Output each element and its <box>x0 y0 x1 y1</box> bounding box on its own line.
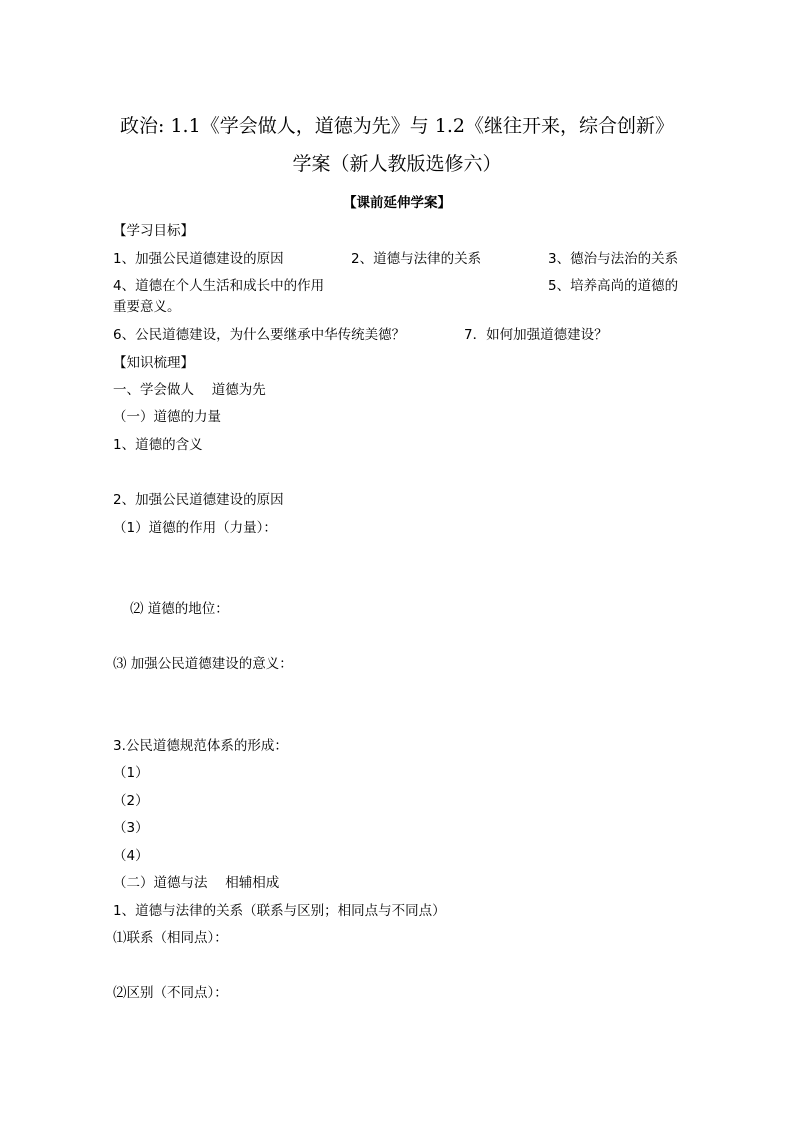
knowledge-line: 一、学会做人 道德为先 <box>113 382 266 398</box>
objective-item: 1、加强公民道德建设的原因 <box>113 251 284 267</box>
knowledge-line: （二）道德与法 相辅相成 <box>113 875 280 891</box>
knowledge-line: 3.公民道德规范体系的形成： <box>113 738 288 754</box>
document-title-line2: 学案（新人教版选修六） <box>292 153 502 175</box>
objective-item: 重要意义。 <box>113 299 181 315</box>
knowledge-line: ⑴联系（相同点）： <box>113 930 228 946</box>
objective-item: 7．如何加强道德建设？ <box>464 327 608 343</box>
objective-item: 5、培养高尚的道德的 <box>548 278 679 294</box>
section-subtitle: 【课前延伸学案】 <box>343 195 451 211</box>
knowledge-line: ⑶ 加强公民道德建设的意义： <box>113 656 293 672</box>
knowledge-line: 1、道德的含义 <box>113 437 203 453</box>
objective-item: 6、公民道德建设，为什么要继承中华传统美德？ <box>113 327 406 343</box>
knowledge-line: ⑵ 道德的地位： <box>130 601 229 617</box>
knowledge-line: （一）道德的力量 <box>113 409 221 425</box>
knowledge-line: 2、加强公民道德建设的原因 <box>113 492 284 508</box>
objectives-heading: 【学习目标】 <box>113 223 194 239</box>
knowledge-line: ⑵区别（不同点）： <box>113 985 228 1001</box>
knowledge-line: （2） <box>113 793 149 809</box>
knowledge-line: （1）道德的作用（力量）： <box>113 520 277 536</box>
knowledge-line: （3） <box>113 820 149 836</box>
objective-item: 2、道德与法律的关系 <box>351 251 482 267</box>
objective-item: 3、德治与法治的关系 <box>548 251 679 267</box>
document-title-line1: 政治: 1.1《学会做人，道德为先》与 1.2《继往开来，综合创新》 <box>120 115 674 137</box>
objective-item: 4、道德在个人生活和成长中的作用 <box>113 278 325 294</box>
knowledge-line: （4） <box>113 848 149 864</box>
knowledge-heading: 【知识梳理】 <box>113 355 194 371</box>
knowledge-line: 1、道德与法律的关系（联系与区别；相同点与不同点） <box>113 903 446 919</box>
knowledge-line: （1） <box>113 765 149 781</box>
